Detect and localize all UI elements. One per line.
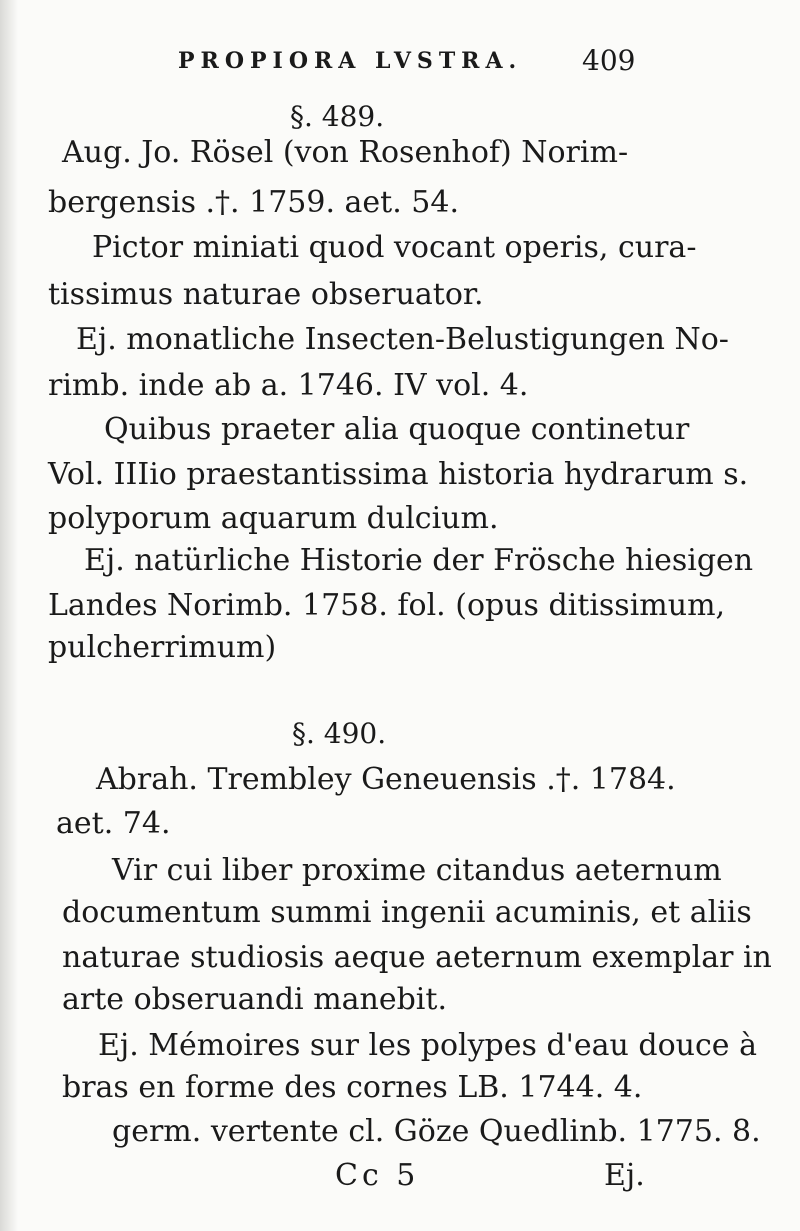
- text-line: polyporum aquarum dulcium.: [48, 501, 499, 536]
- page-number: 409: [582, 44, 636, 77]
- text-line: Landes Norimb. 1758. fol. (opus ditissimum,: [48, 588, 726, 623]
- text-line: Abrah. Trembley Geneuensis .†. 1784.: [96, 762, 676, 797]
- text-line: Pictor miniati quod vocant operis, cura-: [92, 230, 697, 265]
- text-line: germ. vertente cl. Göze Quedlinb. 1775. 8.: [112, 1114, 761, 1149]
- text-line: Quibus praeter alia quoque continetur: [104, 412, 690, 447]
- text-line: arte obseruandi manebit.: [62, 982, 447, 1017]
- text-line: naturae studiosis aeque aeternum exemplar in: [62, 940, 772, 975]
- text-line: rimb. inde ab a. 1746. IV vol. 4.: [48, 368, 529, 403]
- text-line: Vol. IIIio praestantissima historia hydrarum s.: [48, 457, 749, 492]
- section-number: §. 490.: [292, 717, 387, 750]
- text-line: Ej. Mémoires sur les polypes d'eau douce à: [98, 1028, 757, 1063]
- text-line: Ej. natürliche Historie der Frösche hiesigen: [84, 543, 754, 578]
- text-line: Ej. monatliche Insecten-Belustigungen No-: [76, 322, 729, 357]
- text-line: bergensis .†. 1759. aet. 54.: [48, 185, 460, 220]
- catchword: Ej.: [604, 1158, 645, 1193]
- text-line: pulcherrimum): [48, 630, 277, 665]
- text-line: Vir cui liber proxime citandus aeternum: [112, 853, 722, 888]
- signature-mark: Cc 5: [335, 1158, 420, 1193]
- running-title: PROPIORA LVSTRA.: [178, 48, 523, 74]
- text-line: tissimus naturae obseruator.: [48, 277, 484, 312]
- section-number: §. 489.: [290, 100, 385, 133]
- text-line: Aug. Jo. Rösel (von Rosenhof) Norim-: [62, 135, 629, 170]
- text-line: documentum summi ingenii acuminis, et aliis: [62, 895, 752, 930]
- text-line: aet. 74.: [56, 806, 171, 841]
- text-line: bras en forme des cornes LB. 1744. 4.: [62, 1070, 643, 1105]
- page-edge-shadow: [0, 0, 18, 1231]
